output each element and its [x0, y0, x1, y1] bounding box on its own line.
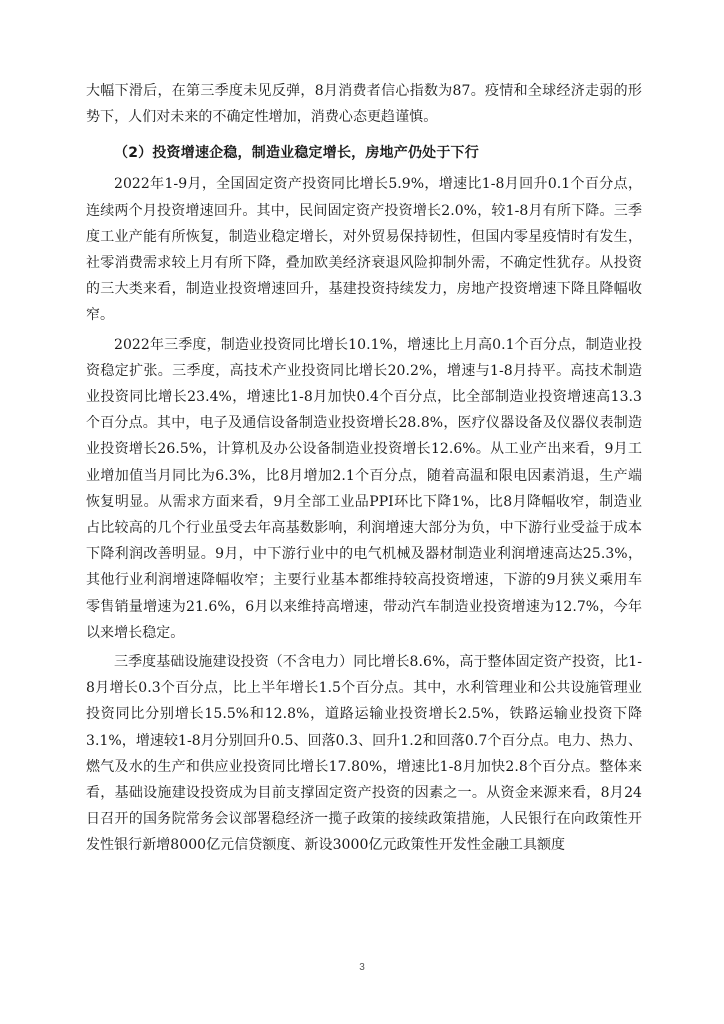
section-heading: （2）投资增速企稳，制造业稳定增长，房地产仍处于下行 — [114, 145, 479, 162]
paragraph-consumer-confidence: 大幅下滑后，在第三季度未见反弹，8月消费者信心指数为87。疫情和全球经济走弱的形势下，人们对未来的不确定性增加，消费心态更趋谨慎。 — [86, 83, 642, 126]
document-body — [86, 78, 642, 859]
page-number: 3 — [359, 962, 365, 973]
paragraph-fixed-asset-investment: 2022年1-9月，全国固定资产投资同比增长5.9%，增速比1-8月回升0.1个百分点，连续两个月投资增速回升。其中，民间固定资产投资增长2.0%，较1-8月有所下降。三季度工业产能有所恢复，制造业稳定增长，对外贸易保持韧性，但国内零星疫情时有发生，社零消费需求较上月有所下降，叠加欧美经济衰退风险抑制外需，不确定性犹存。从投资的三大类来看，制造业投资增速回升，基建投资持续发力，房地产投资增速下降且降幅收窄。 — [86, 176, 642, 324]
paragraph-manufacturing-investment: 2022年三季度，制造业投资同比增长10.1%，增速比上月高0.1个百分点，制造业投资稳定扩张。三季度，高技术产业投资同比增长20.2%，增速与1-8月持平。高技术制造业投资同比增长23.4%，增速比1-8月加快0.4个百分点，比全部制造业投资增速高13.3个百分点。其中，电子及通信设备制造业投资增长28.8%，医疗仪器设备及仪器仪表制造业投资增长26.5%，计算机及办公设备制造业投资增长12.6%。从工业产出来看，9月工业增加值当月同比为6.3%，比8月增加2.1个百分点，随着高温和限电因素消退，生产端恢复明显。从需求方面来看，9月全部工业品PPI环比下降1%，比8月降幅收窄，制造业占比较高的几个行业虽受去年高基数影响，利润增速大部分为负，中下游行业受益于成本下降利润改善明显。9月，中下游行业中的电气机械及器材制造业利润增速高达25.3%，其他行业利润增速降幅收窄；主要行业基本都维持较高投资增速，下游的9月狭义乘用车零售销量增速为21.6%，6月以来维持高增速，带动汽车制造业投资增速为12.7%，今年以来增长稳定。 — [86, 336, 642, 641]
paragraph-infrastructure-investment: 三季度基础设施建设投资（不含电力）同比增长8.6%，高于整体固定资产投资，比1-8月增长0.3个百分点，比上半年增长1.5个百分点。其中，水利管理业和公共设施管理业投资同比分别增长15.5%和12.8%，道路运输业投资增长2.5%，铁路运输业投资下降3.1%，增速较1-8月分别回升0.5、回落0.3、回升1.2和回落0.7个百分点。电力、热力、燃气及水的生产和供应业投资同比增长17.80%，增速比1-8月加快2.8个百分点。整体来看，基础设施建设投资成为目前支撑固定资产投资的因素之一。从资金来源来看，8月24日召开的国务院常务会议部署稳经济一揽子政策的接续政策措施，人民银行在向政策性开发性银行新增8000亿元信贷额度、新设3000亿元政策性开发性金融工具额度 — [86, 654, 642, 854]
